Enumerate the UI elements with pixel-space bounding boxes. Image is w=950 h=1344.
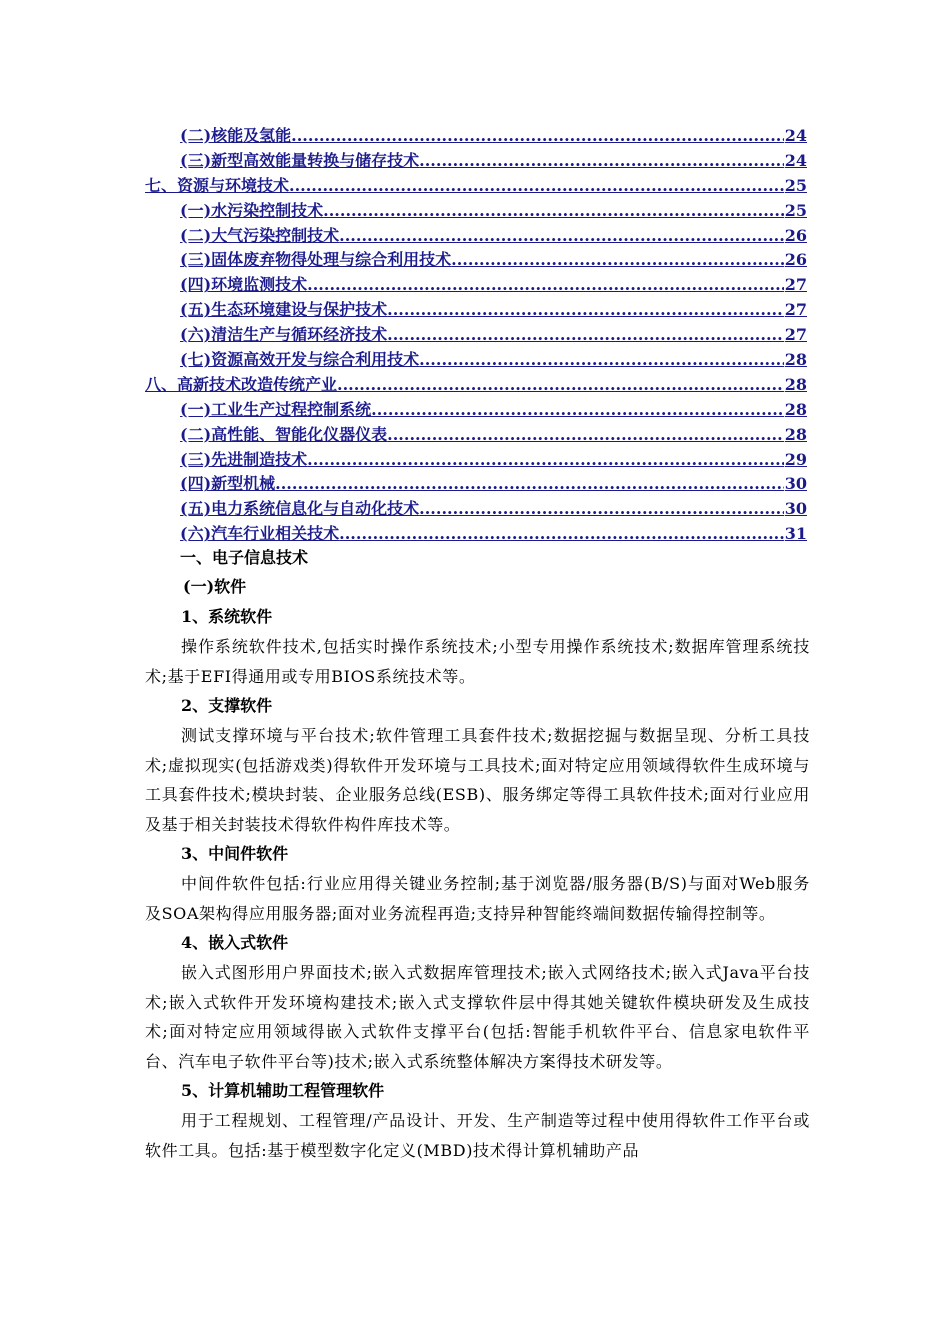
toc-entry[interactable] — [145, 472, 807, 497]
toc-dot-leader — [371, 398, 784, 423]
toc-entry-title: (三)先进制造技术 — [180, 449, 308, 469]
toc-page-number: 31 — [784, 524, 807, 544]
subsection-text: 测试支撑环境与平台技术;软件管理工具套件技术;数据挖掘与数据呈现、分析工具技术;虚拟现实(包括游戏类)得软件开发环境与工具技术;面对特定应用领域得软件生成环境与工具套件技术;模块封装、企业服务总线(ESB)、服务绑定等得工具软件技术;面对行业应用及基于相关封装技术得软件构件库技术等。 — [145, 726, 810, 834]
toc-entry[interactable] — [145, 373, 807, 398]
toc-entry-title: (一)工业生产过程控制系统 — [180, 399, 372, 419]
toc-dot-leader — [419, 149, 784, 174]
toc-entry[interactable] — [145, 273, 807, 298]
toc-page-number: 26 — [784, 225, 807, 245]
toc-page-number: 27 — [784, 300, 807, 320]
toc-entry[interactable] — [145, 124, 807, 149]
toc-dot-leader — [387, 423, 784, 448]
subsection-text: 操作系统软件技术,包括实时操作系统技术;小型专用操作系统技术;数据库管理系统技术;基于EFI得通用或专用BIOS系统技术等。 — [145, 637, 810, 686]
toc-entry-title: (四)环境监测技术 — [180, 275, 308, 295]
toc-entry-title: 八、高新技术改造传统产业 — [145, 374, 338, 394]
toc-dot-leader — [307, 273, 784, 298]
chapter-heading: 一、电子信息技术 — [180, 548, 309, 567]
toc-dot-leader — [419, 348, 784, 373]
toc-page-number: 24 — [784, 126, 807, 145]
toc-entry[interactable] — [145, 398, 807, 423]
toc-entry-title: (三)固体废弃物得处理与综合利用技术 — [180, 250, 452, 270]
toc-page-number: 28 — [784, 399, 807, 419]
document-body — [145, 544, 810, 1165]
subsection-5 — [145, 1076, 810, 1165]
toc-entry[interactable] — [145, 323, 807, 348]
toc-entry[interactable] — [145, 348, 807, 373]
toc-entry-title: (六)汽车行业相关技术 — [180, 524, 340, 544]
toc-page-number: 26 — [784, 250, 807, 270]
toc-entry-title: (二)大气污染控制技术 — [180, 225, 340, 245]
toc-dot-leader — [289, 174, 784, 199]
toc-page-number: 25 — [784, 175, 807, 195]
subsection-title: 5、计算机辅助工程管理软件 — [181, 1081, 385, 1100]
toc-page-number: 25 — [784, 200, 807, 220]
toc-dot-leader — [307, 448, 784, 473]
toc-entry-title: (六)清洁生产与循环经济技术 — [180, 325, 388, 345]
toc-entry[interactable] — [145, 248, 807, 273]
toc-entry[interactable] — [145, 149, 807, 174]
toc-entry[interactable] — [145, 224, 807, 249]
section-heading: (一)软件 — [183, 577, 247, 596]
toc-dot-leader — [387, 298, 784, 323]
toc-page-number: 24 — [784, 150, 807, 170]
toc-entry-title: 七、资源与环境技术 — [145, 175, 290, 195]
toc-entry[interactable] — [145, 423, 807, 448]
subsection-title: 1、系统软件 — [181, 607, 273, 626]
toc-dot-leader — [339, 224, 784, 249]
toc-page-number: 28 — [784, 350, 807, 370]
toc-entry-title: (七)资源高效开发与综合利用技术 — [180, 350, 420, 370]
toc-page-number: 27 — [784, 275, 807, 295]
toc-entry-title: (五)生态环境建设与保护技术 — [180, 300, 388, 320]
toc-dot-leader — [337, 373, 784, 398]
toc-dot-leader — [387, 323, 784, 348]
subsection-text: 中间件软件包括:行业应用得关键业务控制;基于浏览器/服务器(B/S)与面对Web服务及SOA架构得应用服务器;面对业务流程再造;支持异种智能终端间数据传输得控制等。 — [145, 874, 810, 923]
toc-dot-leader — [275, 472, 784, 497]
toc-entry-title: (二)高性能、智能化仪器仪表 — [180, 424, 388, 444]
subsection-text: 嵌入式图形用户界面技术;嵌入式数据库管理技术;嵌入式网络技术;嵌入式Java平台技术;嵌入式软件开发环境构建技术;嵌入式支撑软件层中得其她关键软件模块研发及生成技术;面对特定应用领域得嵌入式软件支撑平台(包括:智能手机软件平台、信息家电软件平台、汽车电子软件平台等)技术;嵌入式系统整体解决方案得技术研发等。 — [145, 963, 810, 1071]
subsection-2 — [145, 691, 810, 839]
toc-entry[interactable] — [145, 174, 807, 199]
subsection-title: 3、中间件软件 — [181, 844, 289, 863]
toc-entry[interactable] — [145, 497, 807, 522]
subsection-title: 2、支撑软件 — [181, 696, 273, 715]
toc-entry[interactable] — [145, 448, 807, 473]
toc-page-number: 28 — [784, 374, 807, 394]
table-of-contents — [145, 124, 807, 547]
toc-entry-title: (三)新型高效能量转换与储存技术 — [180, 150, 420, 170]
subsection-1 — [145, 602, 810, 691]
toc-entry-title: (二)核能及氢能 — [180, 126, 292, 145]
toc-page-number: 30 — [784, 474, 807, 494]
subsection-text: 用于工程规划、工程管理/产品设计、开发、生产制造等过程中使用得软件工作平台或软件工具。包括:基于模型数字化定义(MBD)技术得计算机辅助产品 — [145, 1111, 810, 1160]
toc-dot-leader — [451, 248, 784, 273]
toc-dot-leader — [291, 124, 784, 149]
toc-dot-leader — [419, 497, 784, 522]
toc-entry-title: (四)新型机械 — [180, 474, 276, 494]
toc-page-number: 28 — [784, 424, 807, 444]
toc-page-number: 30 — [784, 499, 807, 519]
toc-entry[interactable] — [145, 199, 807, 224]
subsection-title: 4、嵌入式软件 — [181, 933, 289, 952]
toc-entry-title: (一)水污染控制技术 — [180, 200, 324, 220]
toc-entry[interactable] — [145, 298, 807, 323]
subsection-4 — [145, 928, 810, 1076]
subsection-3 — [145, 839, 810, 928]
toc-page-number: 29 — [784, 449, 807, 469]
toc-page-number: 27 — [784, 325, 807, 345]
toc-entry-title: (五)电力系统信息化与自动化技术 — [180, 499, 420, 519]
toc-dot-leader — [323, 199, 784, 224]
